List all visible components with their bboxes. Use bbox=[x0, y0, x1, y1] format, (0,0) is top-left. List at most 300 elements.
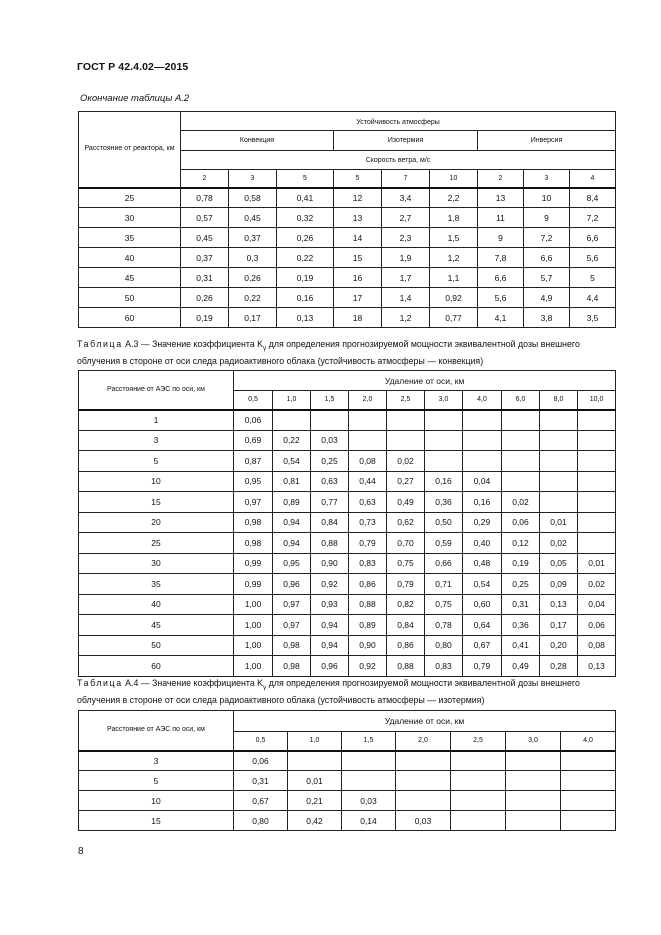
table-a3-value-cell bbox=[387, 410, 425, 431]
table-a4-value-cell bbox=[451, 811, 506, 831]
table-a2-value-cell: 5,6 bbox=[478, 288, 524, 308]
table-a3-row bbox=[79, 656, 616, 677]
table-a3-value-cell: 0,79 bbox=[387, 574, 425, 595]
table-a3-distance-cell: 15 bbox=[79, 492, 234, 513]
table-a3-row bbox=[79, 615, 616, 636]
table-a3-row bbox=[79, 451, 616, 472]
table-a3-value-cell: 0,81 bbox=[273, 471, 311, 492]
table-a4-value-cell: 0,06 bbox=[234, 751, 288, 771]
table-a4-value-cell bbox=[396, 771, 451, 791]
table-a4-distance-cell: 15 bbox=[79, 811, 234, 831]
table-a4-value-cell bbox=[451, 771, 506, 791]
table-a2-value-cell: 0,31 bbox=[181, 268, 229, 288]
table-a2-value-cell: 0,19 bbox=[181, 308, 229, 328]
table-a3-value-cell: 0,20 bbox=[540, 635, 578, 656]
table-a3-value-cell: 0,50 bbox=[425, 512, 463, 533]
table-a3 bbox=[78, 370, 616, 677]
table-a3-value-cell: 0,95 bbox=[234, 471, 273, 492]
table-a3-value-cell: 0,98 bbox=[234, 533, 273, 554]
table-a4-distance-cell: 5 bbox=[79, 771, 234, 791]
table-a4-value-cell bbox=[396, 751, 451, 771]
table-a3-value-cell: 0,87 bbox=[234, 451, 273, 472]
table-a2-value-cell: 1,2 bbox=[382, 308, 430, 328]
table-a3-offset-col-label: 1,5 bbox=[311, 391, 349, 410]
table-a2-value-cell: 9 bbox=[478, 228, 524, 248]
table-a3-value-cell: 0,98 bbox=[273, 656, 311, 677]
table-a3-value-cell: 0,94 bbox=[273, 533, 311, 554]
table-a2-value-cell: 0,26 bbox=[229, 268, 277, 288]
page-number: 8 bbox=[78, 846, 84, 857]
table-a3-offset-col-label: 3,0 bbox=[425, 391, 463, 410]
table-a2-wind-col-label: 4 bbox=[570, 170, 616, 188]
table-a3-offset-col-label: 0,5 bbox=[234, 391, 273, 410]
table-a2-value-cell: 15 bbox=[334, 248, 382, 268]
table-a4-offset-col-label: 1,0 bbox=[288, 732, 342, 751]
table-a3-value-cell: 0,78 bbox=[425, 615, 463, 636]
table-a3-value-cell: 0,73 bbox=[349, 512, 387, 533]
table-a4-value-cell bbox=[506, 771, 561, 791]
table-a2-row bbox=[79, 248, 616, 268]
table-a4-value-cell bbox=[342, 771, 396, 791]
table-a3-value-cell bbox=[578, 451, 616, 472]
table-a3-value-cell bbox=[463, 451, 502, 472]
table-a3-value-cell: 0,27 bbox=[387, 471, 425, 492]
table-a2-value-cell: 0,19 bbox=[277, 268, 334, 288]
table-a2-value-cell: 3,8 bbox=[524, 308, 570, 328]
table-a3-row bbox=[79, 471, 616, 492]
table-a3-value-cell: 0,77 bbox=[311, 492, 349, 513]
table-a3-value-cell: 0,62 bbox=[387, 512, 425, 533]
table-a3-value-cell: 0,59 bbox=[425, 533, 463, 554]
table-a4-value-cell: 0,03 bbox=[342, 791, 396, 811]
table-a4-value-cell: 0,31 bbox=[234, 771, 288, 791]
table-a3-value-cell: 0,36 bbox=[502, 615, 540, 636]
table-a2-value-cell: 7,8 bbox=[478, 248, 524, 268]
table-a2-value-cell: 0,26 bbox=[277, 228, 334, 248]
table-a3-row bbox=[79, 430, 616, 451]
table-a3-value-cell: 0,41 bbox=[502, 635, 540, 656]
table-a2-row bbox=[79, 208, 616, 228]
table-a3-row bbox=[79, 574, 616, 595]
table-a3-distance-cell: 40 bbox=[79, 594, 234, 615]
table-a3-row bbox=[79, 512, 616, 533]
table-a3-value-cell: 0,02 bbox=[578, 574, 616, 595]
table-a2-value-cell: 7,2 bbox=[524, 228, 570, 248]
table-a4-offset-col-label: 0,5 bbox=[234, 732, 288, 751]
table-a2-value-cell: 1,2 bbox=[430, 248, 478, 268]
table-a2-value-cell: 2,3 bbox=[382, 228, 430, 248]
table-a2-group-convection: Конвекция bbox=[181, 131, 334, 151]
table-a2-row bbox=[79, 288, 616, 308]
table-a4-row bbox=[79, 771, 616, 791]
table-a2-value-cell: 5,6 bbox=[570, 248, 616, 268]
table-a4-value-cell bbox=[506, 751, 561, 771]
table-a2-value-cell: 0,17 bbox=[229, 308, 277, 328]
table-a3-value-cell bbox=[540, 492, 578, 513]
table-a3-value-cell bbox=[463, 430, 502, 451]
table-a3-value-cell: 0,31 bbox=[502, 594, 540, 615]
table-a3-value-cell: 0,88 bbox=[349, 594, 387, 615]
table-a2-distance-cell: 35 bbox=[79, 228, 181, 248]
table-a3-value-cell bbox=[463, 410, 502, 431]
table-a2-value-cell: 1,7 bbox=[382, 268, 430, 288]
table-a3-distance-cell: 5 bbox=[79, 451, 234, 472]
table-a3-value-cell: 0,66 bbox=[425, 553, 463, 574]
table-a3-value-cell: 0,83 bbox=[349, 553, 387, 574]
table-a3-row bbox=[79, 553, 616, 574]
table-a3-value-cell bbox=[273, 410, 311, 431]
table-a2-value-cell: 16 bbox=[334, 268, 382, 288]
table-a2-value-cell: 0,41 bbox=[277, 188, 334, 208]
table-a2-value-cell: 0,92 bbox=[430, 288, 478, 308]
table-a3-value-cell bbox=[578, 512, 616, 533]
table-a3-offset-col-label: 1,0 bbox=[273, 391, 311, 410]
table-a3-value-cell: 0,19 bbox=[502, 553, 540, 574]
table-a3-value-cell: 0,67 bbox=[463, 635, 502, 656]
table-a2-row bbox=[79, 268, 616, 288]
table-a3-value-cell: 1,00 bbox=[234, 635, 273, 656]
table-a3-value-cell: 0,09 bbox=[540, 574, 578, 595]
table-a3-value-cell: 0,89 bbox=[273, 492, 311, 513]
table-a4-value-cell bbox=[506, 791, 561, 811]
table-a3-offset-col-label: 2,5 bbox=[387, 391, 425, 410]
table-a3-value-cell: 0,80 bbox=[425, 635, 463, 656]
table-a4-offset-col-label: 2,0 bbox=[396, 732, 451, 751]
table-a3-value-cell: 0,06 bbox=[502, 512, 540, 533]
table-a3-distance-cell: 20 bbox=[79, 512, 234, 533]
table-a3-value-cell: 1,00 bbox=[234, 615, 273, 636]
table-a3-value-cell: 0,17 bbox=[540, 615, 578, 636]
table-a3-value-cell: 0,08 bbox=[578, 635, 616, 656]
table-a4-value-cell bbox=[506, 811, 561, 831]
table-a3-value-cell bbox=[349, 430, 387, 451]
table-a4-distance-cell: 3 bbox=[79, 751, 234, 771]
table-a4-row bbox=[79, 811, 616, 831]
table-a3-value-cell: 0,13 bbox=[540, 594, 578, 615]
table-a3-value-cell: 0,99 bbox=[234, 553, 273, 574]
table-a4-caption: Таблица А.4 — Значение коэффициента $K_\gamma$ для определения прогнозируемой мощности эквивалентной дозы внешнего облучения в стороне от оси следа радиоактивного облака (устойчивость атмосферы — изотермия) bbox=[77, 678, 580, 705]
table-a2-value-cell: 2,7 bbox=[382, 208, 430, 228]
table-a3-value-cell: 0,93 bbox=[311, 594, 349, 615]
table-a4-value-cell: 0,14 bbox=[342, 811, 396, 831]
table-a2-wind-col-label: 7 bbox=[382, 170, 430, 188]
table-a2-wind-col-label: 5 bbox=[334, 170, 382, 188]
table-a2-value-cell: 13 bbox=[478, 188, 524, 208]
table-a2-value-cell: 4,4 bbox=[570, 288, 616, 308]
table-a3-row-header: Расстояние от АЭС по оси, км bbox=[79, 371, 234, 410]
table-a2-value-cell: 0,22 bbox=[229, 288, 277, 308]
table-a3-row bbox=[79, 492, 616, 513]
table-a3-value-cell: 0,86 bbox=[387, 635, 425, 656]
table-a4-label: Таблица bbox=[77, 678, 123, 688]
table-a2-value-cell: 6,6 bbox=[570, 228, 616, 248]
table-a3-value-cell: 0,63 bbox=[311, 471, 349, 492]
table-a3-value-cell: 0,03 bbox=[311, 430, 349, 451]
table-a3-value-cell: 0,99 bbox=[234, 574, 273, 595]
table-a3-value-cell bbox=[578, 492, 616, 513]
table-a3-value-cell: 0,94 bbox=[311, 615, 349, 636]
table-a3-value-cell: 0,02 bbox=[387, 451, 425, 472]
table-a3-label: Таблица bbox=[77, 339, 123, 349]
table-a2-value-cell: 6,6 bbox=[478, 268, 524, 288]
table-a4-value-cell bbox=[561, 811, 616, 831]
table-a3-value-cell: 0,71 bbox=[425, 574, 463, 595]
table-a2-value-cell: 18 bbox=[334, 308, 382, 328]
table-a2-distance-cell: 45 bbox=[79, 268, 181, 288]
table-a3-value-cell: 0,44 bbox=[349, 471, 387, 492]
table-a4-offset-col-label: 2,5 bbox=[451, 732, 506, 751]
table-a2-value-cell: 1,1 bbox=[430, 268, 478, 288]
table-a3-value-cell: 0,01 bbox=[540, 512, 578, 533]
table-a2-value-cell: 1,4 bbox=[382, 288, 430, 308]
table-a3-value-cell: 0,06 bbox=[234, 410, 273, 431]
table-a3-value-cell: 0,63 bbox=[349, 492, 387, 513]
table-a3-value-cell bbox=[502, 451, 540, 472]
table-a4-value-cell bbox=[451, 791, 506, 811]
table-a3-value-cell bbox=[578, 533, 616, 554]
table-a4-offset-col-label: 4,0 bbox=[561, 732, 616, 751]
table-a2-value-cell: 17 bbox=[334, 288, 382, 308]
table-a3-distance-cell: 30 bbox=[79, 553, 234, 574]
table-a2 bbox=[78, 111, 616, 328]
table-a3-value-cell: 0,06 bbox=[578, 615, 616, 636]
table-a3-value-cell: 0,98 bbox=[234, 512, 273, 533]
table-a3-distance-cell: 50 bbox=[79, 635, 234, 656]
table-a2-value-cell: 5 bbox=[570, 268, 616, 288]
table-a2-value-cell: 0,37 bbox=[229, 228, 277, 248]
table-a3-value-cell: 0,40 bbox=[463, 533, 502, 554]
table-a2-wind-header: Скорость ветра, м/с bbox=[181, 151, 616, 170]
table-a3-value-cell: 0,86 bbox=[349, 574, 387, 595]
table-a3-value-cell: 0,95 bbox=[273, 553, 311, 574]
table-a3-value-cell: 0,05 bbox=[540, 553, 578, 574]
table-a3-value-cell bbox=[578, 410, 616, 431]
table-a3-value-cell bbox=[578, 430, 616, 451]
table-a2-row bbox=[79, 228, 616, 248]
table-a3-value-cell: 0,92 bbox=[349, 656, 387, 677]
table-a3-value-cell: 0,84 bbox=[311, 512, 349, 533]
table-a3-value-cell: 0,79 bbox=[463, 656, 502, 677]
table-a2-value-cell: 8,4 bbox=[570, 188, 616, 208]
table-a3-value-cell: 0,02 bbox=[540, 533, 578, 554]
table-a2-value-cell: 0,57 bbox=[181, 208, 229, 228]
table-a3-value-cell: 0,04 bbox=[463, 471, 502, 492]
table-a3-value-cell bbox=[387, 430, 425, 451]
table-a2-value-cell: 0,77 bbox=[430, 308, 478, 328]
table-a3-value-cell bbox=[502, 430, 540, 451]
table-a2-value-cell: 1,9 bbox=[382, 248, 430, 268]
table-a4-offset-col-label: 1,5 bbox=[342, 732, 396, 751]
table-a4-distance-cell: 10 bbox=[79, 791, 234, 811]
table-a2-value-cell: 14 bbox=[334, 228, 382, 248]
table-a2-value-cell: 5,7 bbox=[524, 268, 570, 288]
table-a4-value-cell bbox=[561, 771, 616, 791]
table-a2-value-cell: 9 bbox=[524, 208, 570, 228]
table-a3-value-cell bbox=[578, 471, 616, 492]
table-a2-value-cell: 0,78 bbox=[181, 188, 229, 208]
table-a3-value-cell: 0,22 bbox=[273, 430, 311, 451]
table-a2-value-cell: 0,32 bbox=[277, 208, 334, 228]
table-a3-value-cell bbox=[502, 410, 540, 431]
table-a2-wind-col-label: 2 bbox=[181, 170, 229, 188]
table-a3-value-cell: 0,54 bbox=[273, 451, 311, 472]
table-a2-value-cell: 3,4 bbox=[382, 188, 430, 208]
table-a3-row bbox=[79, 533, 616, 554]
table-a3-offset-col-label: 2,0 bbox=[349, 391, 387, 410]
table-a3-col-header: Удаление от оси, км bbox=[234, 371, 616, 391]
table-a2-wind-col-label: 5 bbox=[277, 170, 334, 188]
table-a3-value-cell: 1,00 bbox=[234, 656, 273, 677]
table-a2-row bbox=[79, 188, 616, 208]
table-a2-value-cell: 0,3 bbox=[229, 248, 277, 268]
table-a4-value-cell bbox=[396, 791, 451, 811]
table-a4-value-cell bbox=[561, 791, 616, 811]
table-a3-value-cell: 0,88 bbox=[387, 656, 425, 677]
table-a3-value-cell: 0,75 bbox=[387, 553, 425, 574]
table-a3-value-cell: 0,60 bbox=[463, 594, 502, 615]
table-a2-value-cell: 13 bbox=[334, 208, 382, 228]
table-a3-value-cell: 0,96 bbox=[311, 656, 349, 677]
table-a2-value-cell: 1,8 bbox=[430, 208, 478, 228]
table-a3-value-cell: 0,29 bbox=[463, 512, 502, 533]
table-a3-distance-cell: 10 bbox=[79, 471, 234, 492]
table-a4-row bbox=[79, 791, 616, 811]
table-a3-value-cell: 0,48 bbox=[463, 553, 502, 574]
table-a3-row bbox=[79, 635, 616, 656]
table-a3-value-cell: 0,25 bbox=[311, 451, 349, 472]
table-a2-value-cell: 0,58 bbox=[229, 188, 277, 208]
table-a3-value-cell: 0,02 bbox=[502, 492, 540, 513]
table-a3-value-cell: 0,25 bbox=[502, 574, 540, 595]
table-a2-value-cell: 3,5 bbox=[570, 308, 616, 328]
table-a3-value-cell: 0,75 bbox=[425, 594, 463, 615]
table-a3-value-cell: 0,49 bbox=[387, 492, 425, 513]
table-a2-value-cell: 0,16 bbox=[277, 288, 334, 308]
table-a4-value-cell bbox=[561, 751, 616, 771]
table-a3-value-cell: 0,16 bbox=[425, 471, 463, 492]
table-a2-wind-col-label: 10 bbox=[430, 170, 478, 188]
table-a3-value-cell bbox=[540, 410, 578, 431]
table-a2-wind-col-label: 3 bbox=[524, 170, 570, 188]
table-a3-value-cell: 0,89 bbox=[349, 615, 387, 636]
table-a3-distance-cell: 1 bbox=[79, 410, 234, 431]
table-a2-value-cell: 2,2 bbox=[430, 188, 478, 208]
table-a2-value-cell: 7,2 bbox=[570, 208, 616, 228]
table-a2-group-isotherm: Изотермия bbox=[334, 131, 478, 151]
table-a3-value-cell: 0,94 bbox=[273, 512, 311, 533]
table-a3-value-cell bbox=[349, 410, 387, 431]
table-a4-row-header: Расстояние от АЭС по оси, км bbox=[79, 711, 234, 751]
table-a2-value-cell: 0,45 bbox=[229, 208, 277, 228]
table-a3-value-cell: 0,79 bbox=[349, 533, 387, 554]
table-a2-value-cell: 1,5 bbox=[430, 228, 478, 248]
table-a3-value-cell: 0,64 bbox=[463, 615, 502, 636]
table-a2-value-cell: 4,1 bbox=[478, 308, 524, 328]
table-a2-distance-cell: 50 bbox=[79, 288, 181, 308]
table-a3-value-cell: 0,82 bbox=[387, 594, 425, 615]
table-a3-value-cell: 0,88 bbox=[311, 533, 349, 554]
table-a2-distance-cell: 25 bbox=[79, 188, 181, 208]
table-a3-distance-cell: 3 bbox=[79, 430, 234, 451]
table-a3-value-cell: 0,36 bbox=[425, 492, 463, 513]
table-a4-value-cell: 0,80 bbox=[234, 811, 288, 831]
table-a2-row bbox=[79, 308, 616, 328]
table-a3-value-cell bbox=[425, 430, 463, 451]
table-a3-value-cell: 0,97 bbox=[273, 615, 311, 636]
table-a4 bbox=[78, 710, 616, 831]
table-a2-distance-cell: 60 bbox=[79, 308, 181, 328]
table-a2-value-cell: 12 bbox=[334, 188, 382, 208]
table-a4-value-cell: 0,67 bbox=[234, 791, 288, 811]
table-a3-value-cell bbox=[540, 451, 578, 472]
table-a3-distance-cell: 25 bbox=[79, 533, 234, 554]
table-a2-value-cell: 0,37 bbox=[181, 248, 229, 268]
table-a3-value-cell bbox=[502, 471, 540, 492]
table-a3-offset-col-label: 6,0 bbox=[502, 391, 540, 410]
table-a3-value-cell: 0,01 bbox=[578, 553, 616, 574]
table-a3-distance-cell: 35 bbox=[79, 574, 234, 595]
table-a4-value-cell bbox=[288, 751, 342, 771]
table-a4-value-cell: 0,42 bbox=[288, 811, 342, 831]
table-a2-value-cell: 0,26 bbox=[181, 288, 229, 308]
table-a3-value-cell: 0,83 bbox=[425, 656, 463, 677]
table-a3-value-cell: 0,28 bbox=[540, 656, 578, 677]
table-a2-value-cell: 0,13 bbox=[277, 308, 334, 328]
table-a3-value-cell: 0,92 bbox=[311, 574, 349, 595]
table-a3-value-cell: 0,54 bbox=[463, 574, 502, 595]
table-a2-group-inversion: Инверсия bbox=[478, 131, 616, 151]
document-header: ГОСТ Р 42.4.02—2015 bbox=[77, 61, 189, 73]
table-a3-offset-col-label: 4,0 bbox=[463, 391, 502, 410]
table-a2-top-header: Устойчивость атмосферы bbox=[181, 112, 616, 131]
table-a4-value-cell: 0,21 bbox=[288, 791, 342, 811]
table-a3-value-cell: 0,08 bbox=[349, 451, 387, 472]
table-a3-value-cell: 0,97 bbox=[234, 492, 273, 513]
table-a3-caption: Таблица А.3 — Значение коэффициента $K_\gamma$ для определения прогнозируемой мощности эквивалентной дозы внешнего облучения в стороне от оси следа радиоактивного облака (устойчивость атмосферы — конвекция) bbox=[77, 339, 580, 366]
table-a3-value-cell bbox=[425, 410, 463, 431]
table-a3-value-cell: 0,16 bbox=[463, 492, 502, 513]
table-a4-offset-col-label: 3,0 bbox=[506, 732, 561, 751]
table-a3-offset-col-label: 8,0 bbox=[540, 391, 578, 410]
table-a3-value-cell: 0,97 bbox=[273, 594, 311, 615]
table-a2-distance-cell: 40 bbox=[79, 248, 181, 268]
table-a3-offset-col-label: 10,0 bbox=[578, 391, 616, 410]
table-a3-value-cell: 0,90 bbox=[311, 553, 349, 574]
table-a2-value-cell: 10 bbox=[524, 188, 570, 208]
table-a2-wind-col-label: 3 bbox=[229, 170, 277, 188]
table-a4-row bbox=[79, 751, 616, 771]
table-a2-wind-col-label: 2 bbox=[478, 170, 524, 188]
table-a2-value-cell: 0,45 bbox=[181, 228, 229, 248]
table-a2-value-cell: 11 bbox=[478, 208, 524, 228]
table-a4-col-header: Удаление от оси, км bbox=[234, 711, 616, 732]
table-a3-value-cell bbox=[425, 451, 463, 472]
table-a3-value-cell: 0,98 bbox=[273, 635, 311, 656]
table-a3-value-cell: 0,69 bbox=[234, 430, 273, 451]
table-a3-row bbox=[79, 594, 616, 615]
table-a2-row-header: Расстояние от реактора, км bbox=[79, 112, 181, 188]
table-a3-distance-cell: 45 bbox=[79, 615, 234, 636]
table-a4-value-cell: 0,01 bbox=[288, 771, 342, 791]
table-a2-value-cell: 6,6 bbox=[524, 248, 570, 268]
table-a3-value-cell: 0,49 bbox=[502, 656, 540, 677]
table-a3-value-cell bbox=[540, 430, 578, 451]
table-a4-value-cell: 0,03 bbox=[396, 811, 451, 831]
table-a3-value-cell: 0,94 bbox=[311, 635, 349, 656]
table-a2-value-cell: 0,22 bbox=[277, 248, 334, 268]
table-a3-value-cell bbox=[311, 410, 349, 431]
table-a3-value-cell: 0,04 bbox=[578, 594, 616, 615]
